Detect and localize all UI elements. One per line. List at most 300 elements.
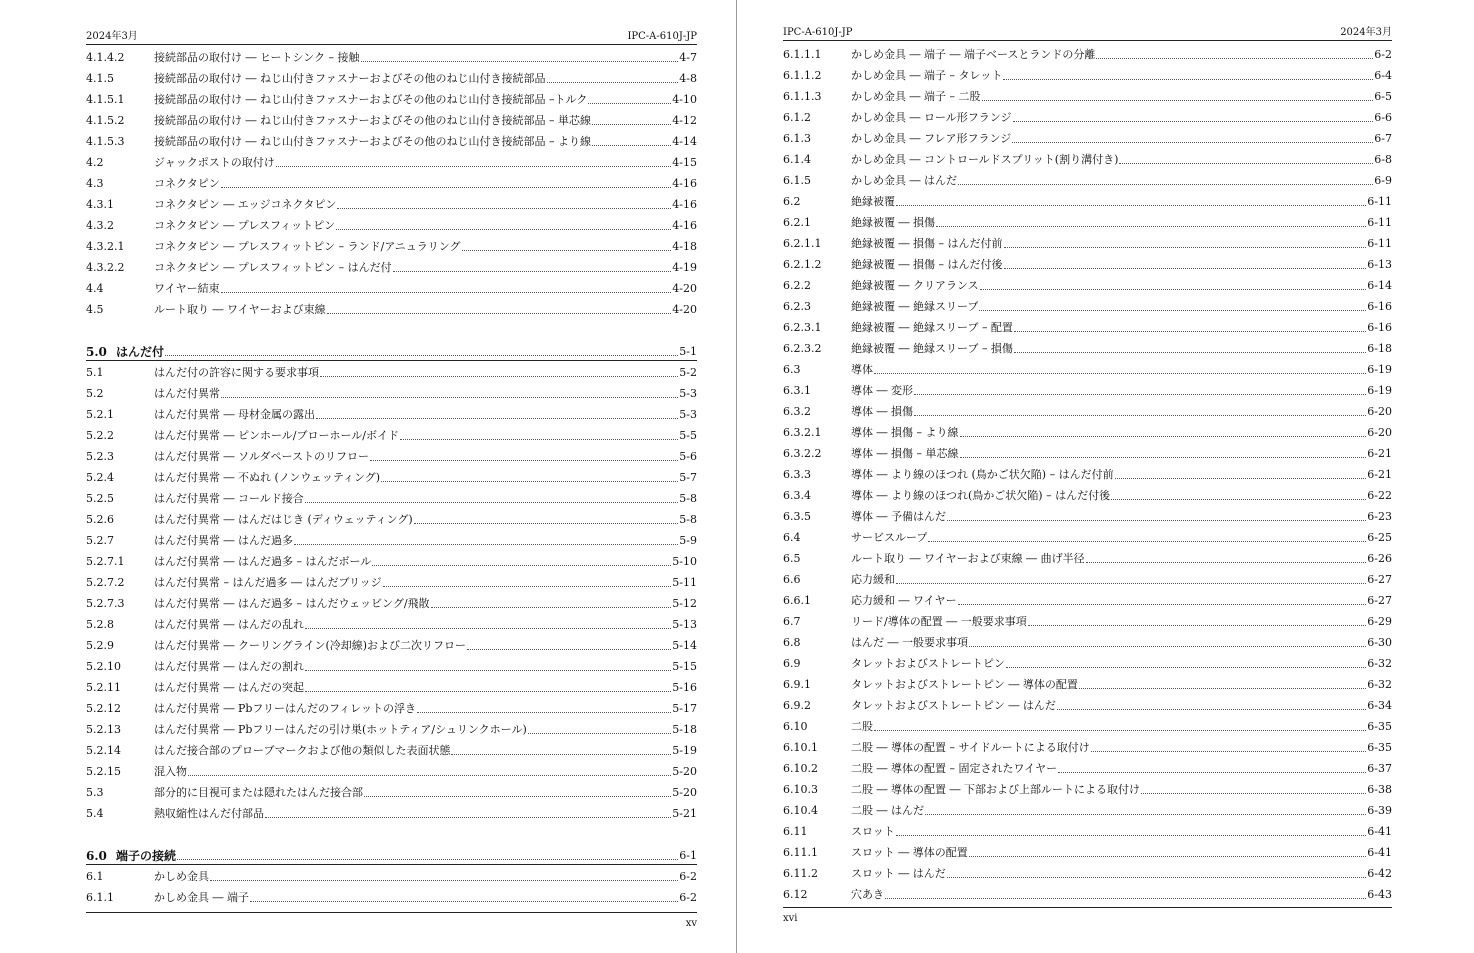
toc-entry[interactable] bbox=[86, 239, 697, 255]
toc-entry[interactable] bbox=[783, 719, 1392, 735]
toc-entry[interactable] bbox=[86, 449, 697, 465]
toc-entry-title: はんだ接合部のプローブマークおよび他の類似した表面状態 bbox=[154, 744, 451, 757]
toc-entry-title: かしめ金具 ― コントロールドスプリット(割り溝付き) bbox=[851, 153, 1119, 166]
toc-entry[interactable] bbox=[86, 491, 697, 507]
toc-page-number: 5-8 bbox=[679, 492, 697, 505]
leader-dots bbox=[414, 512, 679, 524]
toc-entry-number: 6.10.1 bbox=[783, 741, 818, 754]
toc-entry-number: 6.2.2 bbox=[783, 279, 811, 292]
toc-section-heading[interactable] bbox=[86, 344, 697, 361]
toc-entry[interactable] bbox=[86, 512, 697, 528]
toc-entry-title: かしめ金具 bbox=[154, 870, 209, 883]
toc-entry-number: 5.2.2 bbox=[86, 429, 114, 442]
toc-entry[interactable] bbox=[86, 680, 697, 696]
footer-rule bbox=[86, 912, 697, 913]
leader-dots bbox=[958, 593, 1367, 605]
toc-entry-number: 5.2.7.2 bbox=[86, 576, 125, 589]
toc-entry-title: はんだ付異常 ― コールド接合 bbox=[154, 492, 304, 505]
toc-entry[interactable] bbox=[86, 365, 697, 381]
toc-page-number: 5-7 bbox=[679, 471, 697, 484]
toc-entry[interactable] bbox=[86, 155, 697, 171]
leader-dots bbox=[221, 281, 672, 293]
toc-entry-title: 導体 ― 予備はんだ bbox=[851, 510, 946, 523]
toc-entry-number: 6.2.3.2 bbox=[783, 342, 822, 355]
toc-entry-number: 6.1.5 bbox=[783, 174, 811, 187]
leader-dots bbox=[958, 173, 1373, 185]
toc-entry[interactable] bbox=[783, 299, 1392, 315]
toc-entry[interactable] bbox=[783, 509, 1392, 525]
toc-page-number: 5-17 bbox=[672, 702, 697, 715]
toc-entry-title: はんだ付異常 ― はんだの割れ bbox=[154, 660, 304, 673]
toc-entry[interactable] bbox=[783, 446, 1392, 462]
toc-entry-number: 6.1.1.2 bbox=[783, 69, 822, 82]
toc-entry[interactable] bbox=[86, 302, 697, 318]
toc-entry[interactable] bbox=[86, 218, 697, 234]
leader-dots bbox=[1006, 656, 1366, 668]
toc-entry-title: かしめ金具 ― 端子 ― 端子ベースとランドの分離 bbox=[851, 48, 1096, 61]
leader-dots bbox=[960, 446, 1367, 458]
page-spine bbox=[736, 0, 737, 953]
toc-entry-title: 導体 ― より線のほつれ (鳥かご状欠陥) – はんだ付前 bbox=[851, 468, 1114, 481]
toc-entry[interactable] bbox=[783, 320, 1392, 336]
toc-entry-number: 6.11.1 bbox=[783, 846, 818, 859]
toc-entry-title: 部分的に目視可または隠れたはんだ接合部 bbox=[154, 786, 363, 799]
toc-entry-title: ルート取り ― ワイヤーおよび束線 bbox=[154, 303, 326, 316]
toc-page-number: 6-2 bbox=[679, 891, 697, 904]
toc-page-number: 6-41 bbox=[1367, 846, 1392, 859]
toc-entry[interactable] bbox=[86, 470, 697, 486]
toc-entry-number: 6.3.2.2 bbox=[783, 447, 822, 460]
toc-page-number: 4-14 bbox=[672, 135, 697, 148]
leader-dots bbox=[316, 407, 678, 419]
leader-dots bbox=[364, 785, 671, 797]
toc-section-title: はんだ付 bbox=[116, 345, 165, 359]
toc-entry-title: 二股 bbox=[851, 720, 873, 733]
toc-entry[interactable] bbox=[783, 278, 1392, 294]
toc-page-number: 5-15 bbox=[672, 660, 697, 673]
leader-dots bbox=[1014, 341, 1366, 353]
toc-entry[interactable] bbox=[783, 488, 1392, 504]
toc-page-number: 4-20 bbox=[672, 303, 697, 316]
leader-dots bbox=[982, 89, 1374, 101]
leader-dots bbox=[1096, 47, 1373, 59]
page-number: xvi bbox=[783, 913, 798, 924]
toc-entry-number: 6.3.5 bbox=[783, 510, 811, 523]
toc-page-number: 6-43 bbox=[1367, 888, 1392, 901]
toc-entry-number: 6.2 bbox=[783, 195, 801, 208]
leader-dots bbox=[381, 470, 678, 482]
toc-entry-number: 6.6 bbox=[783, 573, 801, 586]
toc-entry-title: 応力緩和 ― ワイヤー bbox=[851, 594, 957, 607]
toc-entry-title: はんだ付異常 ― はんだはじき (ディウェッティング) bbox=[154, 513, 413, 526]
toc-entry[interactable] bbox=[783, 341, 1392, 357]
leader-dots bbox=[400, 428, 678, 440]
toc-entry[interactable] bbox=[783, 257, 1392, 273]
toc-page-number: 6-30 bbox=[1367, 636, 1392, 649]
toc-page-number: 5-9 bbox=[679, 534, 697, 547]
toc-page-number: 4-20 bbox=[672, 282, 697, 295]
toc-page-number: 6-25 bbox=[1367, 531, 1392, 544]
toc-entry[interactable] bbox=[783, 572, 1392, 588]
toc-page-number: 6-2 bbox=[679, 870, 697, 883]
toc-entry-number: 5.2.7.1 bbox=[86, 555, 125, 568]
leader-dots bbox=[1028, 614, 1367, 626]
toc-page-number: 5-12 bbox=[672, 597, 697, 610]
toc-entry[interactable] bbox=[783, 236, 1392, 252]
toc-entry[interactable] bbox=[86, 659, 697, 675]
toc-entry-title: コネクタピン ― プレスフィットピン bbox=[154, 219, 336, 232]
toc-entry[interactable] bbox=[783, 194, 1392, 210]
leader-dots bbox=[188, 764, 671, 776]
toc-page-number: 5-10 bbox=[672, 555, 697, 568]
toc-entry[interactable] bbox=[86, 596, 697, 612]
toc-page-number: 6-22 bbox=[1367, 489, 1392, 502]
toc-entry-title: 絶縁被覆 ― クリアランス bbox=[851, 279, 979, 292]
toc-entry[interactable] bbox=[783, 740, 1392, 756]
toc-page-number: 6-41 bbox=[1367, 825, 1392, 838]
toc-entry[interactable] bbox=[783, 131, 1392, 147]
toc-entry-title: 絶縁被覆 ― 損傷 – はんだ付後 bbox=[851, 258, 1003, 271]
toc-entry-number: 6.9 bbox=[783, 657, 801, 670]
leader-dots bbox=[1057, 698, 1366, 710]
toc-entry[interactable] bbox=[86, 197, 697, 213]
toc-entry[interactable] bbox=[783, 152, 1392, 168]
toc-entry-title: かしめ金具 ― 端子 – タレット bbox=[851, 69, 1003, 82]
toc-entry-title: はんだ付異常 ― はんだ過多 – はんだウェッビング/飛散 bbox=[154, 597, 430, 610]
leader-dots bbox=[1004, 236, 1367, 248]
leader-dots bbox=[1079, 677, 1366, 689]
toc-entry[interactable] bbox=[783, 383, 1392, 399]
leader-dots bbox=[874, 719, 1366, 731]
toc-entry-title: ルート取り ― ワイヤーおよび束線 ― 曲げ半径 bbox=[851, 552, 1085, 565]
leader-dots bbox=[467, 638, 671, 650]
toc-entry-number: 6.1.3 bbox=[783, 132, 811, 145]
toc-entry-title: はんだ付異常 ― 母材金属の露出 bbox=[154, 408, 315, 421]
toc-entry-number: 6.10.2 bbox=[783, 762, 818, 775]
toc-entry[interactable] bbox=[86, 407, 697, 423]
toc-entry-number: 5.2.7.3 bbox=[86, 597, 125, 610]
toc-page-number: 6-6 bbox=[1374, 111, 1392, 124]
leader-dots bbox=[393, 260, 672, 272]
toc-entry[interactable] bbox=[783, 656, 1392, 672]
toc-entry-title: はんだ付異常 bbox=[154, 387, 220, 400]
toc-entry[interactable] bbox=[86, 554, 697, 570]
toc-entry-number: 6.2.1 bbox=[783, 216, 811, 229]
toc-entry[interactable] bbox=[783, 215, 1392, 231]
toc-entry-title: サービスループ bbox=[851, 531, 928, 544]
toc-entry-number: 6.2.1.1 bbox=[783, 237, 822, 250]
toc-entry-number: 6.3 bbox=[783, 363, 801, 376]
toc-entry-number: 6.12 bbox=[783, 888, 808, 901]
toc-page-number: 6-20 bbox=[1367, 405, 1392, 418]
leader-dots bbox=[337, 197, 671, 209]
toc-entry[interactable] bbox=[86, 92, 697, 108]
leader-dots bbox=[947, 866, 1367, 878]
toc-page-number: 6-37 bbox=[1367, 762, 1392, 775]
toc-page-number: 6-13 bbox=[1367, 258, 1392, 271]
toc-entry-title: はんだ付異常 ― ソルダペーストのリフロー bbox=[154, 450, 370, 463]
toc-page-number: 5-3 bbox=[679, 387, 697, 400]
page-number: xv bbox=[685, 918, 697, 929]
left-page bbox=[86, 0, 697, 953]
toc-entry-number: 6.3.2.1 bbox=[783, 426, 822, 439]
toc-entry[interactable] bbox=[86, 428, 697, 444]
leader-dots bbox=[914, 383, 1366, 395]
toc-section-title: 端子の接続 bbox=[116, 849, 177, 863]
toc-entry-number: 4.3 bbox=[86, 177, 104, 190]
toc-entry[interactable] bbox=[86, 638, 697, 654]
toc-entry-title: コネクタピン ― プレスフィットピン – ランド/アニュラリング bbox=[154, 240, 461, 253]
leader-dots bbox=[1058, 761, 1366, 773]
toc-entry-title: 絶縁被覆 ― 絶縁スリーブ bbox=[851, 300, 979, 313]
toc-entry-number: 4.3.2.1 bbox=[86, 240, 125, 253]
toc-entry[interactable] bbox=[783, 866, 1392, 882]
toc-entry[interactable] bbox=[783, 68, 1392, 84]
toc-entry-title: はんだ付の許容に関する要求事項 bbox=[154, 366, 319, 379]
toc-entry[interactable] bbox=[86, 785, 697, 801]
leader-dots bbox=[370, 449, 678, 461]
toc-entry[interactable] bbox=[783, 173, 1392, 189]
toc-entry[interactable] bbox=[86, 281, 697, 297]
toc-entry[interactable] bbox=[783, 761, 1392, 777]
toc-entry-title: ワイヤー結束 bbox=[154, 282, 220, 295]
toc-page-number: 5-14 bbox=[672, 639, 697, 652]
toc-entry-title: はんだ付異常 ― Pbフリーはんだのフィレットの浮き bbox=[154, 702, 417, 715]
toc-page-number: 5-11 bbox=[672, 576, 697, 589]
toc-entry-number: 4.1.4.2 bbox=[86, 51, 125, 64]
leader-dots bbox=[265, 806, 671, 818]
toc-entry-title: 絶縁被覆 ― 絶縁スリーブ – 損傷 bbox=[851, 342, 1013, 355]
toc-entry[interactable] bbox=[783, 425, 1392, 441]
toc-entry[interactable] bbox=[783, 698, 1392, 714]
leader-dots bbox=[1012, 131, 1373, 143]
toc-entry[interactable] bbox=[783, 677, 1392, 693]
toc-entry-number: 6.2.3.1 bbox=[783, 321, 822, 334]
toc-page-number: 6-4 bbox=[1374, 69, 1392, 82]
toc-entry[interactable] bbox=[783, 845, 1392, 861]
toc-page-number: 5-5 bbox=[679, 429, 697, 442]
toc-entry[interactable] bbox=[783, 887, 1392, 903]
toc-entry[interactable] bbox=[783, 635, 1392, 651]
leader-dots bbox=[210, 869, 678, 881]
toc-entry-title: タレットおよびストレートピン ― 導体の配置 bbox=[851, 678, 1078, 691]
leader-dots bbox=[305, 617, 671, 629]
toc-entry-title: 絶縁被覆 ― 絶縁スリーブ – 配置 bbox=[851, 321, 1013, 334]
leader-dots bbox=[177, 848, 678, 860]
toc-entry-number: 5.2.9 bbox=[86, 639, 114, 652]
toc-entry-title: 応力緩和 bbox=[851, 573, 895, 586]
toc-entry-title: 二股 ― 導体の配置 – 固定されたワイヤー bbox=[851, 762, 1058, 775]
toc-entry[interactable] bbox=[783, 782, 1392, 798]
toc-entry-title: 熱収縮性はんだ付部品 bbox=[154, 807, 264, 820]
toc-page-number: 5-16 bbox=[672, 681, 697, 694]
toc-entry[interactable] bbox=[783, 593, 1392, 609]
toc-page-number: 5-6 bbox=[679, 450, 697, 463]
toc-entry-number: 6.5 bbox=[783, 552, 801, 565]
leader-dots bbox=[1086, 551, 1367, 563]
toc-entry[interactable] bbox=[86, 722, 697, 738]
leader-dots bbox=[417, 701, 671, 713]
toc-page-number: 6-21 bbox=[1367, 468, 1392, 481]
toc-entry[interactable] bbox=[86, 386, 697, 402]
toc-entry[interactable] bbox=[783, 614, 1392, 630]
toc-entry[interactable] bbox=[86, 764, 697, 780]
toc-entry[interactable] bbox=[783, 89, 1392, 105]
toc-section-number: 6.0 bbox=[86, 849, 107, 863]
leader-dots bbox=[592, 134, 671, 146]
toc-entry[interactable] bbox=[783, 551, 1392, 567]
leader-dots bbox=[1014, 320, 1366, 332]
toc-entry[interactable] bbox=[783, 530, 1392, 546]
toc-entry-number: 5.4 bbox=[86, 807, 104, 820]
toc-page-number: 6-7 bbox=[1374, 132, 1392, 145]
toc-entry-title: かしめ金具 ― フレア形フランジ bbox=[851, 132, 1012, 145]
toc-entry[interactable] bbox=[86, 176, 697, 192]
toc-entry-number: 5.2 bbox=[86, 387, 104, 400]
toc-entry-number: 5.2.5 bbox=[86, 492, 114, 505]
toc-entry-title: コネクタピン bbox=[154, 177, 220, 190]
toc-entry[interactable] bbox=[86, 869, 697, 885]
toc-page-number: 6-19 bbox=[1367, 363, 1392, 376]
toc-page-number: 6-39 bbox=[1367, 804, 1392, 817]
toc-entry[interactable] bbox=[86, 71, 697, 87]
toc-entry-number: 5.2.15 bbox=[86, 765, 121, 778]
right-page bbox=[783, 0, 1392, 953]
toc-entry[interactable] bbox=[783, 110, 1392, 126]
toc-page-number: 4-10 bbox=[672, 93, 697, 106]
toc-entry-number: 5.2.8 bbox=[86, 618, 114, 631]
toc-entry-number: 6.8 bbox=[783, 636, 801, 649]
toc-page-number: 4-18 bbox=[672, 240, 697, 253]
toc-entry-title: はんだ付異常 ― はんだの乱れ bbox=[154, 618, 304, 631]
toc-entry-title: はんだ付異常 ― はんだ過多 bbox=[154, 534, 293, 547]
leader-dots bbox=[462, 239, 672, 251]
toc-page-number: 4-15 bbox=[672, 156, 697, 169]
toc-entry[interactable] bbox=[783, 404, 1392, 420]
leader-dots bbox=[1003, 68, 1373, 80]
toc-entry[interactable] bbox=[86, 743, 697, 759]
toc-entry-number: 6.4 bbox=[783, 531, 801, 544]
toc-entry-title: 接続部品の取付け ― ねじ山付きファスナーおよびその他のねじ山付き接続部品 bbox=[154, 72, 546, 85]
toc-section-heading[interactable] bbox=[86, 848, 697, 865]
toc-entry-title: かしめ金具 ― 端子 bbox=[154, 891, 249, 904]
leader-dots bbox=[361, 50, 679, 62]
toc-entry[interactable] bbox=[86, 701, 697, 717]
toc-entry-title: はんだ付異常 ― はんだ過多 – はんだボール bbox=[154, 555, 372, 568]
leader-dots bbox=[336, 218, 671, 230]
leader-dots bbox=[979, 299, 1366, 311]
toc-entry-title: はんだ付異常 ― 不ぬれ (ノンウェッティング) bbox=[154, 471, 381, 484]
toc-entry-title: はんだ付異常 ― クーリングライン(冷却線)および二次リフロー bbox=[154, 639, 467, 652]
toc-entry[interactable] bbox=[86, 806, 697, 822]
toc-entry-number: 6.3.3 bbox=[783, 468, 811, 481]
toc-entry-number: 5.2.1 bbox=[86, 408, 114, 421]
toc-entry[interactable] bbox=[783, 803, 1392, 819]
leader-dots bbox=[925, 803, 1366, 815]
toc-page-number: 6-14 bbox=[1367, 279, 1392, 292]
leader-dots bbox=[250, 890, 678, 902]
toc-entry-number: 5.2.3 bbox=[86, 450, 114, 463]
toc-page-number: 5-1 bbox=[679, 345, 697, 358]
header-document-id: IPC-A-610J-JP bbox=[627, 31, 697, 42]
header-date: 2024年3月 bbox=[86, 31, 138, 42]
toc-page-number: 4-16 bbox=[672, 198, 697, 211]
toc-entry[interactable] bbox=[783, 467, 1392, 483]
leader-dots bbox=[588, 92, 671, 104]
toc-entry[interactable] bbox=[86, 260, 697, 276]
toc-page-number: 6-35 bbox=[1367, 741, 1392, 754]
toc-entry-number: 5.2.12 bbox=[86, 702, 121, 715]
toc-entry-title: 接続部品の取付け ― ヒートシンク – 接触 bbox=[154, 51, 360, 64]
toc-page-number: 4-7 bbox=[679, 51, 697, 64]
toc-entry-title: 導体 ― 損傷 – より線 bbox=[851, 426, 959, 439]
leader-dots bbox=[960, 425, 1367, 437]
leader-dots bbox=[221, 386, 678, 398]
toc-entry-number: 5.2.10 bbox=[86, 660, 121, 673]
toc-page-number: 6-11 bbox=[1367, 216, 1392, 229]
toc-entry-number: 5.2.6 bbox=[86, 513, 114, 526]
toc-entry-title: 接続部品の取付け ― ねじ山付きファスナーおよびその他のねじ山付き接続部品 – 単芯線 bbox=[154, 114, 592, 127]
toc-entry-number: 5.2.13 bbox=[86, 723, 121, 736]
toc-entry-number: 4.4 bbox=[86, 282, 104, 295]
toc-entry-number: 5.2.11 bbox=[86, 681, 121, 694]
toc-entry-title: タレットおよびストレートピン bbox=[851, 657, 1005, 670]
toc-entry-title: 接続部品の取付け ― ねじ山付きファスナーおよびその他のねじ山付き接続部品 –トルク bbox=[154, 93, 588, 106]
toc-page-number: 6-11 bbox=[1367, 237, 1392, 250]
toc-entry[interactable] bbox=[86, 50, 697, 66]
toc-entry-title: はんだ付異常 – はんだ過多 ― はんだブリッジ bbox=[154, 576, 382, 589]
toc-section-number: 5.0 bbox=[86, 345, 107, 359]
toc-page-number: 5-21 bbox=[672, 807, 697, 820]
toc-entry-title: コネクタピン ― プレスフィットピン – はんだ付 bbox=[154, 261, 392, 274]
toc-page-number: 5-20 bbox=[672, 786, 697, 799]
toc-entry[interactable] bbox=[86, 134, 697, 150]
toc-entry[interactable] bbox=[86, 113, 697, 129]
leader-dots bbox=[896, 824, 1367, 836]
toc-entry[interactable] bbox=[86, 533, 697, 549]
leader-dots bbox=[383, 575, 672, 587]
toc-entry[interactable] bbox=[86, 617, 697, 633]
toc-entry-title: 接続部品の取付け ― ねじ山付きファスナーおよびその他のねじ山付き接続部品 – より線 bbox=[154, 135, 592, 148]
toc-entry-title: はんだ付異常 ― ピンホール/ブローホール/ボイド bbox=[154, 429, 399, 442]
toc-page-number: 6-19 bbox=[1367, 384, 1392, 397]
toc-entry[interactable] bbox=[783, 362, 1392, 378]
toc-entry-number: 6.3.1 bbox=[783, 384, 811, 397]
leader-dots bbox=[294, 533, 678, 545]
toc-entry-title: 導体 ― より線のほつれ(鳥かご状欠陥) – はんだ付後 bbox=[851, 489, 1111, 502]
toc-page-number: 4-8 bbox=[679, 72, 697, 85]
toc-entry-title: はんだ ― 一般要求事項 bbox=[851, 636, 968, 649]
toc-entry-title: リード/導体の配置 ― 一般要求事項 bbox=[851, 615, 1027, 628]
leader-dots bbox=[885, 887, 1366, 899]
leader-dots bbox=[305, 491, 679, 503]
toc-page-number: 6-21 bbox=[1367, 447, 1392, 460]
leader-dots bbox=[592, 113, 671, 125]
toc-entry[interactable] bbox=[86, 890, 697, 906]
toc-entry-number: 6.9.2 bbox=[783, 699, 811, 712]
toc-entry-title: 絶縁被覆 ― 損傷 bbox=[851, 216, 935, 229]
toc-entry-title: 二股 ― 導体の配置 – サイドルートによる取付け bbox=[851, 741, 1090, 754]
toc-entry-title: 絶縁被覆 bbox=[851, 195, 895, 208]
toc-entry[interactable] bbox=[783, 824, 1392, 840]
toc-entry[interactable] bbox=[86, 575, 697, 591]
leader-dots bbox=[1115, 467, 1367, 479]
toc-page-number: 4-19 bbox=[672, 261, 697, 274]
leader-dots bbox=[914, 404, 1366, 416]
toc-entry[interactable] bbox=[783, 47, 1392, 63]
leader-dots bbox=[896, 572, 1366, 584]
toc-entry-title: スロット bbox=[851, 825, 895, 838]
